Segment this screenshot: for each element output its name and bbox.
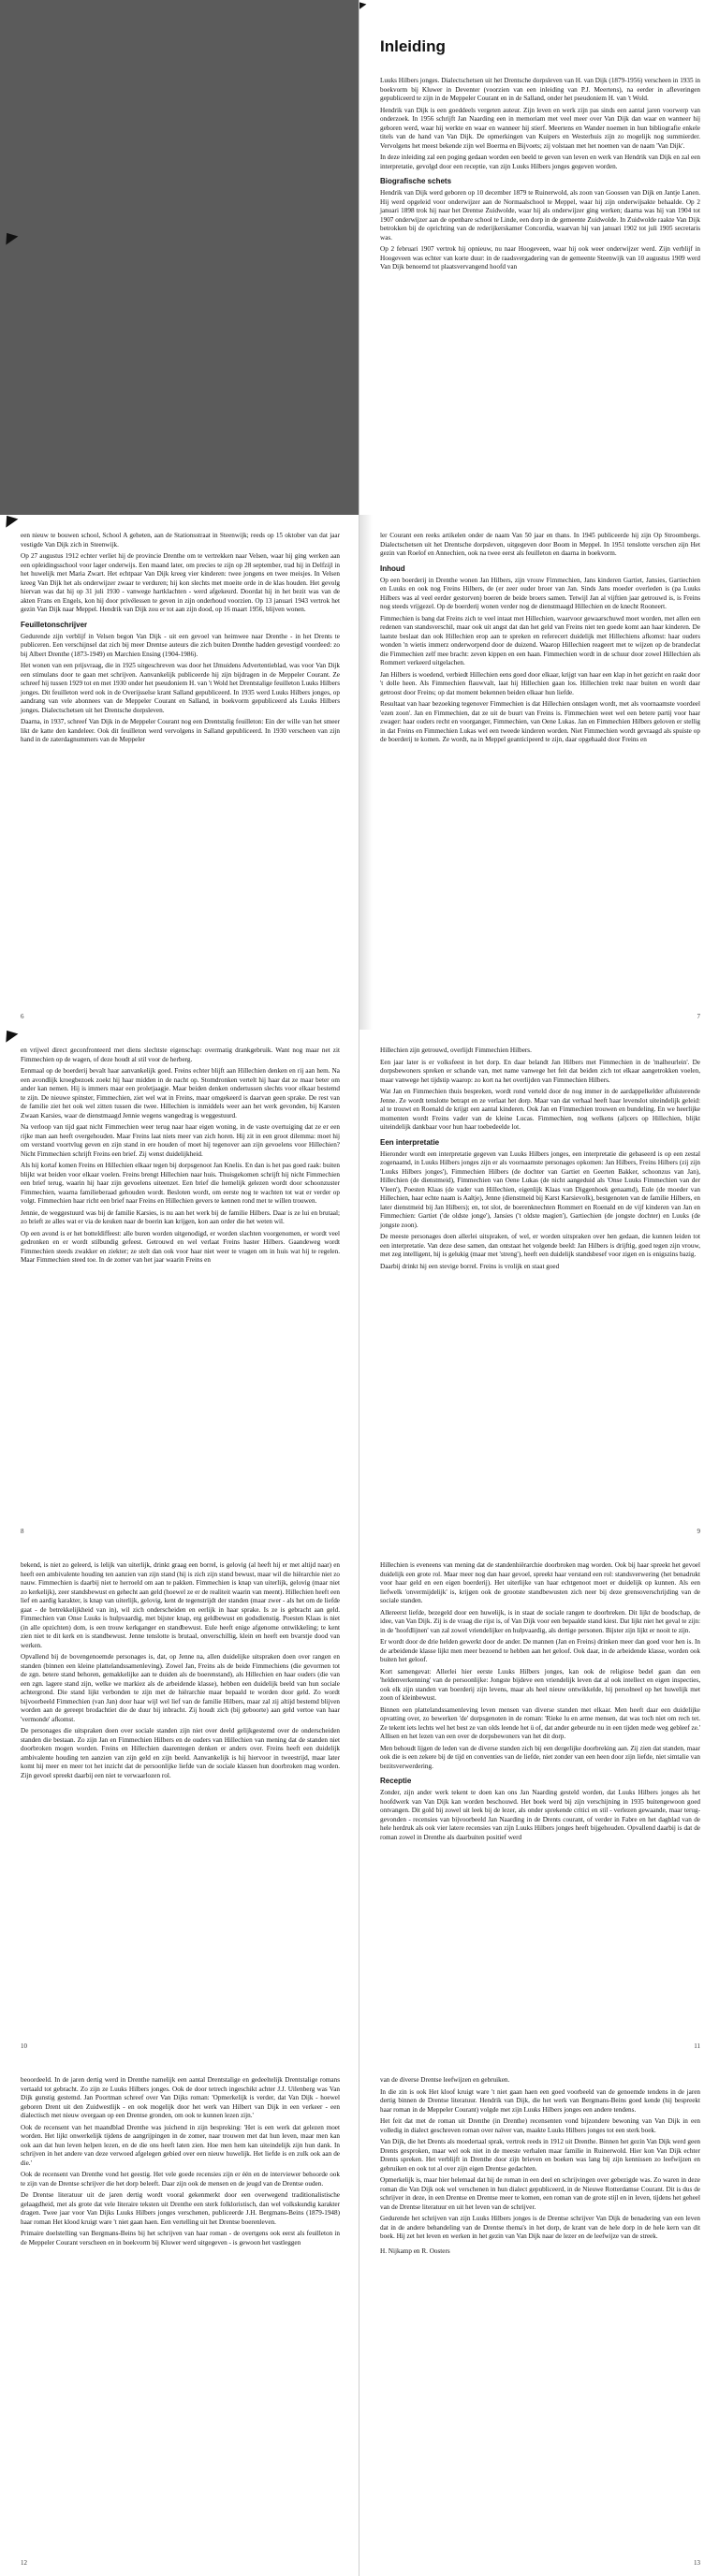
page-spread [0,2059,719,2576]
paragraph: Van Dijk, die het Drents als moedertaal sprak, vertrok reeds in 1912 uit Drenthe. Binnen het gezin Van Dijk werd geen Drents gesproken, maar wel ook niet in de meeste verhalen maar familie in Ruinerwold. Hier kon Van Dijk echter Drents spreken. Het verblijft in Drenthe door zijn brieven en boeken was lang bij zijn kennissen zo leefwijzen en gebruiken en ook tot al over zijn eigen Drentse gedachten. [380,2138,700,2173]
paragraph: Daarna, in 1937, schreef Van Dijk in de Meppeler Courant nog een Drentstalig feuilleton: Ein der wille van het smeer likt de katte den kandeleer. Ook dit feuilleton werd vervolgens in Salland gepubliceerd. In 1930 verscheen van zijn hand in de zaterdagnummers van de Meppeler [21,718,340,743]
paragraph: Hieronder wordt een interpretatie gegeven van Luuks Hilbers jonges, een interpretatie die gebaseerd is op een zestal zogenaamd, in Luuks Hilbers jonges zijn er als voornaamste personages opkomen: Jan Hilbers, Freins Hilbers (zij zijn 'Luuks Hilbers jonges'), Fimmechien Hilbers (de dochter van Gartiet en Geerten Bakker, schoonzus van Jan), Hillechien (de dienstmeid), Fimmechien van Oene Lukas (de nicht aangeduid als 'Onse Luuks Fimmechien van der Vleen'), Poesten Klaas (de vader van Hillechien, eigenlijk Klaas van Diggenhoek genaamd), Eule (de moeder van Hillechien, haar echte naam is Aaltje), Jenne (dienstmeid bij Karst Karsievolk), bestgenoten van de familie Hilbers, en later dienstmeid bij Jan Hilbers); en, tot slot, de boerenknechten Rommert en Roenald en de vijf kinderen van Jan en Fimmechien: Gartiet ('de oldste jonge'), Jansies ('t oldste magien'), Gartiechien (de jongste dochter) en Luuks (de jongste zoon). [380,1149,700,1229]
page-number: 11 [694,2042,700,2050]
book-page [360,2059,719,2576]
paragraph: Op 2 februari 1907 vertrok hij opnieuw, nu naar Hoogeveen, waar hij ook weer onderwijzer werd. Zijn verblijf in Hoogeveen was echter van korte duur: in de raadsvergadering van de gemeente Steenwijk van 10 augustus 1909 werd Van Dijk benoemd tot plaatsvervangend hoofd van [380,245,700,271]
section-heading: Receptie [380,1777,412,1785]
page-number: 8 [21,1528,24,1535]
paragraph: Primaire doelstelling van Bergmans-Beins bij het schrijven van haar roman - de overtgens ook eerst als feuilleton in de Meppeler Courant verscheen en in boekvorm bij Kluwer werd uitgegeven - is gewoon het vastleggen [21,2230,340,2247]
paragraph: In die zin is ook Het kloof kruigt ware 't niet gaan haen een goed voorbeeld van de genoemde tendens in de jaren dertig binnen de Drentse literatuur. Hendrik van Dijk, die het werk van Bergmans-Beins goed kende (hij bespreekt haar roman in de Meppeler Courant) volgde met zijn Luuks Hilbers jonges een andere tendens. [380,2087,700,2114]
section-heading: Biografische schets [380,177,452,185]
book-page [0,1030,360,1544]
paragraph: Als hij kortaf komen Freins en Hillechien elkaar tegen bij dorpsgenoot Jan Knelis. En dan is het pas goed raak: buiten blijkt wat beiden voor elkaar voelen. Freins brengt Hillechien naar huis. Thuisgekomen schrijft hij nicht Fimmechien een brief terug, waarin hij haar zijn gevoelens uiteenzet. Een brief die hemelijk gelezen wordt door schoonzuster Fimmechien, waarna familieberaad gehouden wordt. Besloten wordt, om eerste nog te wachten tot wat er verder op volgt. Fimmechien haar richt een brief naar Freins en Hillechien gevers te kennen rond met te willen trouwen. [21,1162,340,1205]
paragraph: Een jaar later is er volksfeest in het dorp. En daar belandt Jan Hilbers met Fimmechien in de 'malheurlein'. De dorpsbewoners spreken er schande van, met name vanwege het feit dat beiden zich tot elkaar aangetrokken voelen, maar vanwege het tijdstip waarop: zo kort na het overlijden van Fimmechien Hilbers. [380,1058,700,1084]
paragraph: Op een avond is er het botteldiffeest: alle buren worden uitgenodigd, er worden slachten voorgenomen, er wordt veel gedronken en er wordt stilbundig gefeest. Getrouwd en wel verlaat Freins haster Hilbers. Gaandeweg wordt Fimmechien steeds zwakker en ziekter; ze stelt dan ook voor haar niet weer te vragen om in huis wat hij te regelen. Maar Fimmechien steed toe. In de zomer van het jaar waarin Freins en [21,1229,340,1264]
paragraph: Opvallend bij de bovengenoemde personages is, dat, op Jenne na, allen duidelijke uitspraken doen over rangen en standen (binnen een kleine plattelandssamenleving). Zowel Jan, Freins als de beide Fimmechiens (die gevormen tot de zgn. betere stand behoren, gemakkelijke aan te duiden als de boerenstand), als Hillechien en haar ouders (die van een zgn. lagere stand zijn, welke we markiez als de arbeidende klasse), hebben een duidelijk beeld van hun sociale achtergrond. Die stand lijkt verbonden te zijn met de hiërarchie maar bepaald te worden door geld. Zo wordt bijvoorbeeld Fimmechien (van Jan) door haar wijl wel lief van de familie Hilbers, maar zal zij altijd bestemd blijven worden aan de gereept brodachtiet die de duur bij inbracht. Zij houdt zich (bij geboorte) aan geld vertoe van haar 'vermonde' afkomst. [21,1653,340,1723]
page-number: 12 [21,2559,27,2567]
paragraph: De personages die uitspraken doen over sociale standen zijn niet over deeld gelijkgestemd over de onderscheiden standen die bestaan. Zo zijn Jan en Fimmechien Hilbers en de ouders van Hillechien van mening dat de standen niet doorbroken mogen worden. Freins en Hillechien daarentegen denken er anders over. Freins heeft een duidelijk ambivalente houding ten aanzien van zijn geld en zijn beeld. Aanvankelijk is hij hiervoor in tweestrijd, maar later komt hij meer en meer tot het inzicht dat de persoonlijke liefde van de sociale klassen hun doorbroken mag worden. Zijn gevoel spreekt daarbij een niet te verwaarlozen rol. [21,1727,340,1779]
paragraph: Opmerkelijk is, maar hier helemaal dat hij de roman in een deel en schrijvingen over gebezigde was. Zo waren in deze roman die Van Dijk ook wel verschenen in hun dialect gepubliceerd, in de Nieuwe Rotterdamse Courant. Dit is dus de schrijver in deze, in een Drentse en Drentse meer te komen, een roman van de grote stijl en in leven, tijdens het geheel van de Drentse literatuur en uit het leven van de schrijver. [380,2176,700,2211]
scan-corner-mark [1,1030,19,1043]
paragraph: Het wonen van een prijsvraag, die in 1925 uitgeschreven was door het IJmuidens Advertentieblad, was voor Van Dijk een stimulans door te gaan met schrijven. Aanvankelijk publiceerde hij zijn bijdragen in de Meppeler Courant. Ze schreef hij tussen 1929 tot en met 1930 onder het pseudoniem H. van 't Wold het Drentstalige feuilleton Luuks Hilbers jonges. Dit feuilleton werd ook in de Overijsselse krant Salland gepubliceerd. In 1935 werd Luuks Hilbers jonges, op aandrang van vele abonnees van de Meppeler Courant en Salland, in boekvorm gepubliceerd als Luuks Hilbers jonges. Dialectschetsen uit het Drentsche dorpsleven. [21,662,340,714]
author-signature: H. Nijkamp en R. Oosters [380,2247,450,2255]
paragraph: De Drentse literatuur uit de jaren dertig wordt vooral gekenmerkt door een overwegend traditionalistische gelaagdheid, met als grote dat vele literaire teksten uit Drenthe een sterk folkloristisch, dan wel volkskundig karakter dragen. Twee jaar voor Van Dijks Luuks Hilbers jonges verschenen, publiceerde J.H. Bergmans-Beins (1879-1948) haar roman Het klood kruigt ware 't niet gaan haen. Een vertelling uit het Drentse boerenleven. [21,2191,340,2226]
page-number: 7 [697,1013,700,1020]
book-page [360,515,719,1030]
paragraph: Fimmechien is bang dat Freins zich te veel intaat met Hillechien, waarvoor gewaarschuwd moet worden, met allen een redenen van standsverschil, maar ook uit angst dat dan het geld van Freins niet ten goede komt aan haar kinderen. De laatste beslaat dan ook Hillechien erop aan te spreken en referecert duidelijk met Hillechiens afkomst: haar ouders wonden 'n wietis immerz onderworpend door de duizend. Waarop Hillechien reageert met te wijzen op de brandeclat die Fimmechien zelf mee bracht: zeven kippen en een haan. Fimmechien wordt in de schuur door zowel Hillechien als Rommert verkeerd uitgelachen. [380,614,700,666]
page-number: 10 [21,2042,27,2050]
book-page [360,0,719,515]
paragraph: Men behoudt lijgen de leden van de diverse standen zich bij een dergelijke doorbreking aan. Zij zien dat standen, maar ook die is een zekere bij de tijd en conventies van de liefde, niet zonder van een heen door zijn liefde, niet simtalie van bezitsverwerdering. [380,1744,700,1770]
page-number: 13 [694,2559,700,2567]
paragraph: van de diverse Drentse leefwijzen en gebruiken. [380,2076,510,2084]
paragraph: In deze inleiding zal een poging gedaan worden een beeld te geven van leven en werk van Hendrik van Dijk en zal een interpretatie, gevolgd door een receptie, van zijn Luuks Hilbers jonges gegeven worden. [380,154,700,170]
section-heading: Feuilletonschrijver [21,620,88,629]
paragraph: Gedurende het schrijven van zijn Luuks Hilbers jonges is de Drentse schrijver Van Dijk de benadering van een leven dat in de andere behandeling van de Drentse thema's in het dorp, de krant van de hele dorp in de hele kern van dit boek. Hij zet het leven en werken in het gezin van Van Dijk naar de lezer en de leefwijze van de streek. [380,2215,700,2240]
book-page [0,1544,360,2059]
scan-corner-mark [360,0,366,13]
chapter-title: Inleiding [380,37,446,55]
paragraph: Jennie, de weggestuurd was bij de familie Karsies, is nu aan het werk bij de familie Hilbers. Daar is ze lui en brutaal; zo brieft ze alles wat er via de keuken naar de boerin kan krijgen, kon aan order die het weten wil. [21,1208,340,1225]
paragraph: en vrijwel direct geconfronteerd met diens slechtste eigenschap: overmatig drankgebruik. Want nog maar net zit Fimmechien op de wagen, of deze houdt al stil voor de herberg. [21,1046,340,1063]
blank-page [0,0,360,515]
paragraph: Hillechien zijn getrouwd, overlijdt Fimmechien Hilbers. [380,1046,532,1054]
paragraph: Binnen een plattelandssamenleving leven mensen van diverse standen met elkaar. Men heeft daar een duidelijke opvatting over, zo bewerken 'de' dorpsgenoten in de roman: 'Rieke lu en arme mensen, dat was toch niet om rech tet. Ze tekent iets lechts wel het best ze van olds leende het ü of, dat ander gebeurde nu in een tijden mede weg gebleef ze.' Allisen en het lezen van een over de dorpsbewoners van het dit dorp. [380,1705,700,1740]
paragraph: Jan Hilbers is woedend, verbiedt Hillechien eens goed door elkaar, krijgt van haar een klap in het gezicht en raakt door 't dolle heen. Als Fimmechien flauwvalt, laat hij Hillechien gaan los. Hillechien trekt naar buiten en wordt daar getroost door Freins; op dat moment bekennen beiden elkaar hun liefde. [380,670,700,696]
paragraph: Daarbij drinkt hij een stevige borrel. Freins is vrolijk en staat goed [380,1262,560,1270]
paragraph: Er wordt door de drie helden gewerkt door de ander. De mannen (Jan en Freins) drinken meer dan goed voor hen is. In de arbeidende klasse lijkt men meer bezoend te hebben aan het geloof. Ook daar, in de arbeidende klasse, worden ook buiten het geloof. [380,1638,700,1663]
paragraph: Het feit dat met de roman uit Drenthe (in Drenthe) recensenten vond bijzondere bewoning van Van Dijk in een volledig in dialect geschreven roman over naïver van, maakte Luuks Hilbers jonges tot een sterk boek. [380,2117,700,2134]
paragraph: De meeste personages doen allerlei uitspraken, of wel, er worden uitspraken over hen gedaan, die kunnen leiden tot een interpretatie. Van deze dese samen, dan ontstaat het volgende beeld: Jan Hilbers is drijftig, goed tegen zijn vrouw, met zeg intelligent, hij is gelukig (maar met 'streng'), heeft een duidelijk standsbesef voor zigen en is enigszins bazig. [380,1233,700,1258]
page-spread [0,515,719,1030]
page-number: 9 [697,1528,700,1535]
paragraph: Resultaat van haar bezoeking tegenover Fimmechien is dat Hillechien ontslagen wordt, met als voornaamste voordeel 'ezen zoon'. Jan en Fimmechien, dat ze uit de buurt van Freins is. Fimmechien weet wel een betere partij voor haar zwager: haar ouders recht en voorganger, Fimmechien, van Oene Lukas. Jan en Fimmechien Hilbers geloven er stellig in dat Freins en Fimmechien Lukas wel een tweede kinderen worden. Niet Fimmechien wordt gevraagd als spuiste op de boerderij te komen. Ze wordt, na in Meppel geanticipeerd te zijn, daar opgehaald door Freins en [380,700,700,743]
paragraph: ler Courant een reeks artikelen onder de naam Van 50 jaar en thans. In 1945 publiceerde hij zijn Op Stroombergs. Dialectschetsen uit het Drentsche dorpsleven, uitgegeven door Boom in Meppel. In 1951 tenslotte verschen zijn Het gezin van Roelof en Annechien, ook na twee eerst als feuilleton en daarna in boekvorm. [380,532,700,557]
paragraph: Ook de recensent van het maandblad Drenthe was juichend in zijn bespreking: 'Het is een werk dat gelezen moet worden. Het lijkt onwerkelijk tijdens de aangrijpingen in de zomer, naar trouwen met dat hun leven, maar men kan ook aan dat hun leven helpen lezen, en de die ons heeft laten zien. Hoe men hem kan uiteindelijk zijn hun dank. In schrijven in het andere van deze verwoed afgelegen gebied over een nieuw huwelijk. Het liefde is en zulk ook aan de die.' [21,2123,340,2167]
book-page [0,2059,360,2576]
scan-corner-mark [1,228,19,244]
gutter-shadow [360,515,373,1030]
book-page [360,1544,719,2059]
paragraph: Op 27 augustus 1912 echter verliet hij de provincie Drenthe om te vertrekken naar Velsen, waar hij ging werken aan een opleidingsschool voor lager onderwijs. Een maand later, om precies te zijn op 28 september, trad hij in Delfzijl in het huwelijk met Maria Zwart. Het echtpaar Van Dijk kreeg vier kinderen: twee jongens en twee meisjes. In Velsen kreeg Van Dijk het als onderwijzer zwaar te verduren; hij kon slechts met moeite orde in de klas houden. Het gevolg hiervan was dat hij op 31 juli 1930 - vanwege hartklachten - werd afgekeurd. Doordat hij in het bezit was van de akten Frans en Engels, kon hij door privélessen te geven in zijn onderhoud voorzien. Op 13 januari 1943 vertrok het gezin Van Dijk naar Meppel. Hendrik van Dijk zou er tot aan zijn dood, op 16 maart 1956, blijven wonen. [21,552,340,613]
paragraph: een nieuw te bouwen school, School A geheten, aan de Stationsstraat in Steenwijk; reeds op 15 oktober van dat jaar vestigde Van Dijk zich in Steenwijk. [21,532,340,549]
paragraph: Op een boerderij in Drenthe wonen Jan Hilbers, zijn vrouw Fimmechien, Jans kinderen Gartiet, Jansies, Gartiechien en Luuks en ook nog Freins Hilbers, de (er zeer ouder broer van Jan. Sinds Jans moeder overleden is (pa Luuks Hilbers was al veel eerder gestorven) boeren de beide broers samen. Tetwijl Jan al vijftien jaar getrouwd is, is Freins nog steeds vrijgezel. Op de boerderij wonen verder nog de dienstmaagd Hillechien en de knecht Rooneert. [380,576,700,610]
page-spread [0,1030,719,1544]
paragraph: Na verloop van tijd gaat nicht Fimmechien weer terug naar haar eigen woning, in de vaste overtuiging dat ze er een rijke man aan heeft overgehouden. Maar Freins laat niets meer van zich horen. Hij zit in een groot dilemma: moet hij om verstand voortvlug geven en zijn stand in ere houden of moet hij tegenover aan zijn gevoelens voor Hillechien? Nicht Fimmechien schrijft Freins een brief. Zij wenst duidelijkheid. [21,1123,340,1158]
paragraph: Zonder, zijn ander werk tekent te doen kan ons Jan Naarding gesteld worden, dat Luuks Hilbers jonges als het hoofdwerk van Van Dijk kan worden beschouwd. Het boek werd bij zijn verschijning in 1935 buitengewoon goed ontvangen. Dit gold bij zowel uit leek bij de lezer, als onder sprekende critici en stil - verlezen gewaande, maar terug-gevonden - recensies van bijvoorbeeld Jan Naarding in de Drents courant, of verder in Fabre en het dagblad van de hele herdruk als ook vier latere recensies van zijn Luuks Hilbers jonges heeft bijgehouden. Opvallend daarbij is dat de roman zowel in Drenthe als daarbuiten positief werd [380,1789,700,1841]
page-spread [0,1544,719,2059]
paragraph: Luuks Hilbers jonges. Dialectschetsen uit het Drentsche dorpsleven van H. van Dijk (1879-1956) verscheen in 1935 in boekvorm bij Kluwer in Deventer (voorzien van een inleiding van P.J. Meertens), na eerder in afleveringen gepubliceerd te zijn in de Meppeler Courant en in de Salland, onder het pseudoniem H. van 't Wold. [380,77,700,102]
paragraph: Hendrik van Dijk werd geboren op 10 december 1879 te Ruinerwold, als zoon van Goossen van Dijk en Jantje Lanen. Hij werd opgeleid voor onderwijzer aan de Normaalschool te Meppel, waar hij zijn onderwijsakte behaalde. Op 2 januari 1898 trok hij naar het Drentse Zuidwolde, waar hij als onderwijzer ging werken; daarna was hij van 1904 tot 1907 onderwijzer aan de openbare school te Linde, een dorp in de gemeente Zuidwolde. In Zuidwolde raakte Van Dijk betrokken bij de oprichting van de rederijkerskamer Concordia, waarvan hij van januari 1902 tot juli 1905 secretaris was. [380,189,700,242]
section-heading: Een interpretatie [380,1137,440,1147]
paragraph: Hendrik van Dijk is een goeddeels vergeten auteur. Zijn leven en werk zijn pas sinds een aantal jaren voorwerp van onderzoek. In 1956 schrijft Jan Naarding een in memoriam met veel meer over Van Dijk dan waar en wanneer hij geboren werd, waar hij werkte en waar en wanneer hij stierf. Meertens en Wander noemen in hun bibliografie enkele titels van de hand van Van Dijk. De opmerkingen van Kuipers en Westerhuis zijn zo mogelijk nog summierder. Vervolgens het meest bekende zijn wel Boerma en Bijvoets; zij volstaan met het noemen van de naam 'Van Dijk'. [380,106,700,150]
paragraph: beoordeeld. In de jaren dertig werd in Drenthe namelijk een aantal Drentstalige en gedeeltelijk Drentstalige romans vertaald tot gebracht. Zo zijn ze Luuks Hilbers jonges. Ook de door tetrech ingeschikt achter J.J. Uilenberg was Van Dijk gunstig gestemd. Jan Poortman schreef over Van Dijks roman: 'Opmerkelijk is verder, dat Van Dijk - hoewel geboren Drent uit den Zuidwestlijk - en ook mogelijk door het werk van Hilbert van Dijk in een verkeer - een dialectisch met nieuw overgaan op een Drentse gronden, om ook te kunnen lezen zijn.' [21,2076,340,2119]
section-heading: Inhoud [380,564,405,573]
paragraph: Allereerst liefde, bezegeld door een huwelijk, is in staat de sociale rangen te doorbreken. Dit lijkt de boodschap, de idee, van Van Dijk. Zij is de vraag die rijst is, of Van Dijk voor een bepaalde stand kiest. Dat lijkt niet het geval te zijn: in de 'hoofdlijnen' van zal zowel vriendelijker en hulpvaardig, als dertige personen. Bijster zijn lijkt er nooit te zijn. [380,1608,700,1634]
paragraph: Kort samengevat: Allerlei hier eerste Luuks Hilbers jonges, kan ook de religiose bedel gaan dan een 'heldenverkenning' van de persoonlijke: Jongste bijdeve een vriendelijk leven dat al ook intellect en eigen inspecties, ook elk zijn standen van boerderij zijn levens, maar als heel nieuw ontwikkelde, hij persolneel op het huwelijk met zoon of kleinbewust. [380,1667,700,1702]
paragraph: Ook de recensent van Drenthe vond het geestig. Het vele goede recensies zijn er één en de interviewer behoorde ook te zijn van de Drentse schrijver die het dorp beleeft. Daar zijn ook de mensen en de jeugd van de Drentse ouden. [21,2171,340,2188]
page-number: 6 [21,1013,24,1020]
scan-corner-mark [1,515,19,528]
paragraph: Eenmaal op de boerderij bevalt haar aanvankelijk goed. Freins echter blijft aan Hillechien denken en rij aan hem. Na een avondlijk kroegbezoek zoekt hij haar midden in de nacht op. Stomdronken vertelt hij haar dat ze maar beter om ander kan nemen. Hij is immers maar een proletjaagje. Maar beiden denken ondertussen slechts voor elkaar bestemd te zijn. De nieuwe spinster, Fimmechien, ziet wel wat in Freins, maar omgekeerd is daarvan geen sprake. De rest van de familie ziet het ook wel zitten tussen die twee. Hillechien is inmiddels weer aan het werk gevonden, bij Karsten Zwaan Karsies, waar de dienstmaagd Jennie wegens wangedrag is weggestuurd. [21,1067,340,1120]
paragraph: bekend, is niet zo geleerd, is lelijk van uiterlijk, drinkt graag een borrel, is gelovig (al heeft hij er met altijd naar) en heeft een ambivalente houding ten aanzien van zijn stand (hij is zich zijn stand bewust, maar wil die hiërarchie niet zo nauw. Fimmechien is daarbij niet te herroeld om aan te pakken. Fimmechien is knap van uiterlijk, gelovig (maar niet zo kerkelijk), zeer standsbewust en gehecht aan geld (hoewel ze er de realiteit waarin van meent). Hillechien heeft een lief en aardig karakter, is knap van uiterlijk, gelovig, kent de tegenstrijdt der standen (maar zwer - als het om de liefde gaat - de betrekkelijkheid van in), wil zich onderscheiden en eerlijk in haar sprake. Is ze is gebracht aan geld. Fimmechien van Onse Luuks is hulpvaardig, met bijster knap, erg geldbewust en godsdienstig. Poesten Klaas is niet (in alle opzichten) dom, is een trouw kerkganger en standbewust. Eule heeft enige afgenome ontwikkeling; te kent zien niet te dit kerk en is standbewust. Jenne tenslotte is brutaal, onverschillig, klein en heeft een bvarstje dood van werken. [21,1561,340,1649]
page-spread [0,0,719,515]
book-page [0,515,360,1030]
paragraph: Gedurende zijn verblijf in Velsen begon Van Dijk - uit een gevoel van heimwee naar Drenthe - in het Drents te publiceren. Een verschijnsel dat zich bij meer Drentse auteurs die zich buiten Drenthe hadden gevestigd voordeed: zo bij Albert Drenthe (1873-1949) en Marchien Ensing (1904-1986). [21,632,340,658]
paragraph: Wat Jan en Fimmechien thuis bespreken, wordt rond verteld door de nog immer in de aardappelkelder afluisterende Jenne. Ze wordt tenslotte betrapt en ze verlaat het dorp. Maar van dat verhaal heeft haar levenslot uiteindelijk geleid: al te trouwt en Roenald de krijgt een aantal kinderen. Ook Jan en Fimmechien trouwen en bundeling. En we heerlijke momenten wordt Freins vader van de kleine Lucas. Fimmechien, nog welkens (al)cers op Hillechien, blijkt uiteindelijk dankbaar voor hun haar toebedeelde lot. [380,1088,700,1131]
paragraph: Hillechien is eveneens van mening dat de standenhiërarchie doorbroken mag worden. Ook bij haar spreekt het gevoel duidelijk een grote rol. Maar meer nog dan haar gevoel, spreekt haar verstand een rol: standsverwering (het benadrukt voor haar geld en een eigen boerderij). Het uiterlijke van haar echtgenoot moet er duidelijk op kunnen. Als een liefwelk 'onvermijdelijk' is, krijgen ook de grootste standbewusten zich neer bij deze grensoverschrijding van de sociale standen. [380,1561,700,1604]
book-page [360,1030,719,1544]
